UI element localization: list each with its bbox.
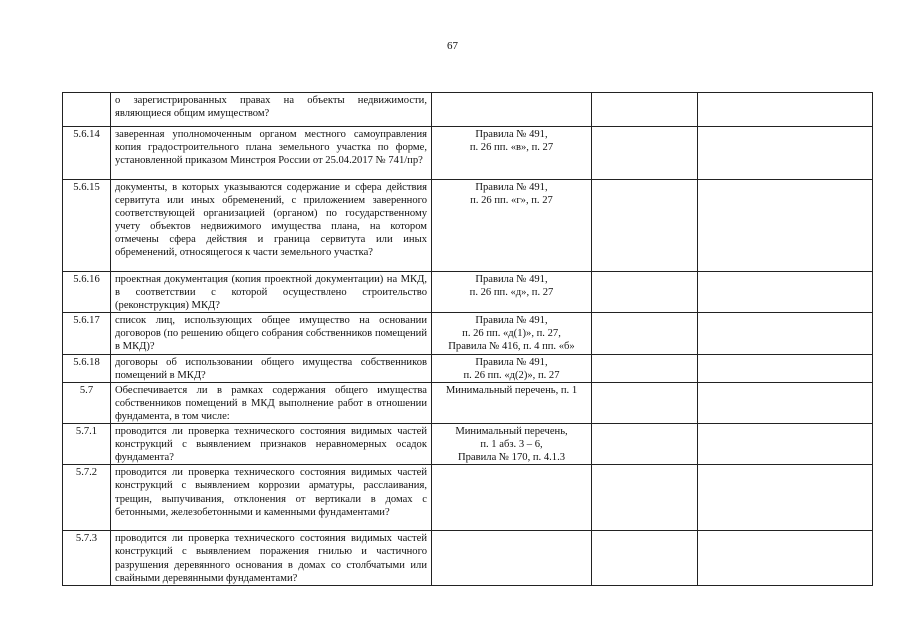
item-number: 5.6.16: [63, 272, 111, 313]
table-row: [63, 531, 873, 586]
checklist-table: [62, 92, 873, 586]
legal-reference: [432, 93, 592, 127]
legal-reference-line: п. 26 пп. «д», п. 27: [469, 287, 554, 299]
page-number: 67: [447, 40, 458, 52]
legal-reference-line: п. 26 пп. «д(2)», п. 27: [463, 369, 560, 381]
table-row: [63, 180, 873, 272]
notes-cell: [698, 465, 873, 531]
notes-cell: [698, 354, 873, 382]
item-question: договоры об использовании общего имущества собственников помещений в МКД?: [111, 354, 432, 382]
notes-cell: [698, 127, 873, 180]
item-question: заверенная уполномоченным органом местного самоуправления копия градостроительного плана земельного участка по форме, установленной приказом Минстроя России от 25.04.2017 № 741/пр?: [111, 127, 432, 180]
legal-reference: [432, 180, 592, 272]
legal-reference: [432, 272, 592, 313]
table-row: [63, 93, 873, 127]
item-number: 5.7.3: [63, 531, 111, 586]
answer-cell: [592, 272, 698, 313]
item-question: проводится ли проверка технического состояния видимых частей конструкций с выявлением поражения гнилью и частичного разрушения деревянного основания в домах со столбчатыми или свайными деревянными фундаментами?: [111, 531, 432, 586]
legal-reference: [432, 424, 592, 465]
answer-cell: [592, 93, 698, 127]
notes-cell: [698, 382, 873, 423]
table-row: [63, 272, 873, 313]
item-number: 5.6.15: [63, 180, 111, 272]
notes-cell: [698, 313, 873, 354]
item-number: 5.6.14: [63, 127, 111, 180]
item-question: список лиц, использующих общее имущество на основании договоров (по решению общего собрания собственников помещений в МКД)?: [111, 313, 432, 354]
answer-cell: [592, 313, 698, 354]
item-question: о зарегистрированных правах на объекты недвижимости, являющиеся общим имуществом?: [111, 93, 432, 127]
table-row: [63, 465, 873, 531]
legal-reference-line: Минимальный перечень,: [455, 426, 568, 438]
item-question: проектная документация (копия проектной документации) на МКД, в соответствии с которой осуществлено строительство (реконструкция) МКД?: [111, 272, 432, 313]
item-question: Обеспечивается ли в рамках содержания общего имущества собственников помещений в МКД выполнение работ в отношении фундамента, в том числе:: [111, 382, 432, 423]
legal-reference-line: Правила № 170, п. 4.1.3: [457, 452, 566, 464]
legal-reference-line: Правила № 491,: [475, 356, 548, 368]
legal-reference: [432, 354, 592, 382]
item-number: 5.6.17: [63, 313, 111, 354]
answer-cell: [592, 465, 698, 531]
legal-reference: [432, 127, 592, 180]
legal-reference-line: п. 26 пп. «д(1)», п. 27,: [462, 328, 561, 340]
table-row: [63, 382, 873, 423]
notes-cell: [698, 93, 873, 127]
notes-cell: [698, 272, 873, 313]
checklist-body: [63, 93, 873, 586]
answer-cell: [592, 354, 698, 382]
answer-cell: [592, 531, 698, 586]
legal-reference-line: Правила № 491,: [475, 315, 548, 327]
item-question: проводится ли проверка технического состояния видимых частей конструкций с выявлением признаков неравномерных осадок фундамента?: [111, 424, 432, 465]
legal-reference: [432, 465, 592, 531]
item-number: 5.7: [63, 382, 111, 423]
legal-reference-line: Правила № 491,: [475, 182, 548, 193]
legal-reference-line: Правила № 491,: [475, 129, 548, 140]
answer-cell: [592, 127, 698, 180]
legal-reference-line: п. 1 абз. 3 – 6,: [480, 439, 543, 451]
answer-cell: [592, 382, 698, 423]
table-row: [63, 313, 873, 354]
legal-reference: [432, 313, 592, 354]
legal-reference-line: Минимальный перечень, п. 1: [445, 384, 578, 396]
notes-cell: [698, 531, 873, 586]
answer-cell: [592, 180, 698, 272]
legal-reference-line: Правила № 491,: [475, 274, 548, 285]
item-number: [63, 93, 111, 127]
legal-reference: [432, 531, 592, 586]
table-row: [63, 127, 873, 180]
legal-reference: [432, 382, 592, 423]
legal-reference-line: п. 26 пп. «в», п. 27: [469, 142, 554, 154]
legal-reference-line: Правила № 416, п. 4 пп. «б»: [448, 341, 575, 353]
item-number: 5.7.1: [63, 424, 111, 465]
item-question: проводится ли проверка технического состояния видимых частей конструкций с выявлением коррозии арматуры, расслаивания, трещин, выпучивания, отклонения от вертикали в домах с бетонными, железобетонными и каменными фундаментами?: [111, 465, 432, 531]
table-row: [63, 424, 873, 465]
notes-cell: [698, 424, 873, 465]
answer-cell: [592, 424, 698, 465]
legal-reference-line: п. 26 пп. «г», п. 27: [470, 195, 553, 207]
item-number: 5.6.18: [63, 354, 111, 382]
item-number: 5.7.2: [63, 465, 111, 531]
item-question: документы, в которых указываются содержание и сфера действия сервитута или иных обременений, с приложением заверенного соответствующей организацией (органом) по государственному учету объектов недвижимого имущества плана, на котором отмечены сфера действия и граница сервитута или иных обременений, относящегося к части земельного участка?: [111, 180, 432, 272]
notes-cell: [698, 180, 873, 272]
table-row: [63, 354, 873, 382]
